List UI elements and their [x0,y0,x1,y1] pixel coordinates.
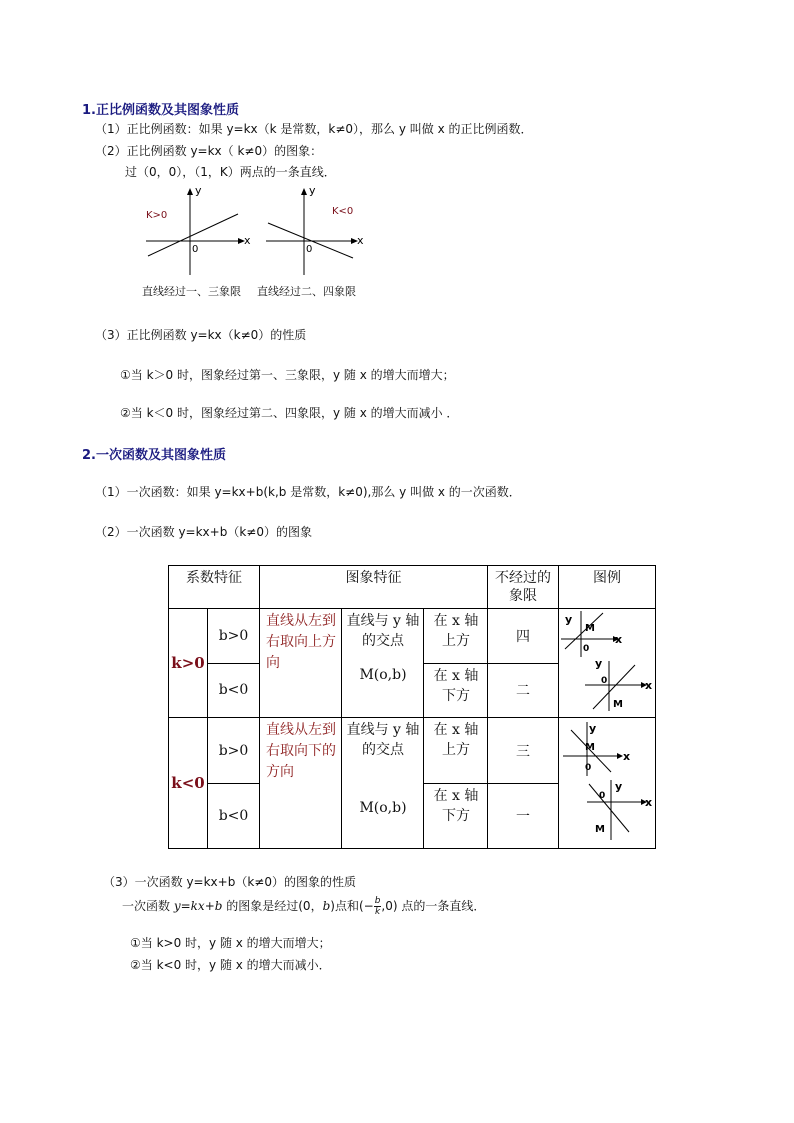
axis-x-label: x [357,234,364,247]
k-positive-cell: k>0 [169,609,208,718]
intersection-cell [342,609,424,718]
legend-y: y [565,613,573,626]
intersection-text: 直线与 y 轴的交点 [346,722,420,758]
fraction-denominator: k [374,907,381,917]
line-desc-mid2: )点和(− [330,899,374,913]
b-positive-cell: b>0 [208,718,260,784]
header-coefficient: 系数特征 [169,566,260,609]
section1-heading: 1.正比例函数及其图象性质 [82,103,239,118]
b-positive-cell: b>0 [208,609,260,664]
legend-m: M [613,699,623,710]
k-negative-label: K<0 [332,206,354,217]
legend-o: 0 [599,791,606,801]
b-negative-cell: b<0 [208,663,260,718]
legend-m: M [595,824,605,835]
quadrant-three: 三 [488,718,559,784]
point-text: M(o,b) [359,667,407,683]
legend-x: x [645,796,653,809]
legend-x: x [645,679,653,692]
line-desc-formula: y=kx+b [173,899,223,913]
legend-y: y [589,722,597,735]
legend-m: M [585,623,595,634]
legend-o: 0 [601,676,608,686]
quadrant-one: 一 [488,784,559,849]
axis-y-label: y [309,184,316,197]
legend-cell-positive [559,609,656,718]
direction-up-cell: 直线从左到右取向上方向 [260,609,342,718]
section1-graph-title: （2）正比例函数 y=kx（ k≠0）的图象： [95,144,323,158]
origin-label: 0 [192,244,199,255]
k-positive-label: K>0 [146,210,168,221]
direction-down-cell: 直线从左到右取向下的方向 [260,718,342,849]
header-excluded-quadrant: 不经过的象限 [488,566,559,609]
header-legend: 图例 [559,566,656,609]
above-x-axis-cell: 在 x 轴上方 [424,718,488,784]
section2-line-description [122,896,485,917]
axis-y-label: y [195,184,202,197]
k-negative-cell: k<0 [169,718,208,849]
axis-x-label: x [244,234,251,247]
legend-o: 0 [583,644,590,654]
section2-definition: （1）一次函数：如果 y=kx+b(k,b 是常数，k≠0),那么 y 叫做 x 的一次函数． [95,485,521,499]
section1-property-title: （3）正比例函数 y=kx（k≠0）的性质 [95,328,307,342]
legend-cell-negative [559,718,656,849]
b-negative-cell: b<0 [208,784,260,849]
line-desc-pre: 一次函数 [122,899,174,913]
intersection-text: 直线与 y 轴的交点 [346,613,420,649]
quadrant-two: 二 [488,663,559,718]
section1-graph-desc: 过（0，0），（1，K）两点的一条直线． [125,165,336,179]
line-desc-b: b [322,899,331,913]
below-x-axis-cell: 在 x 轴下方 [424,663,488,718]
intersection-cell [342,718,424,849]
graph-caption-negative: 直线经过二、四象限 [257,285,356,298]
above-x-axis-cell: 在 x 轴上方 [424,609,488,664]
proportional-graph-negative [258,180,378,290]
legend-o: 0 [585,763,592,773]
section2-property-2: ②当 k<0 时，y 随 x 的增大而减小． [130,958,331,972]
legend-x: x [615,633,623,646]
line-desc-post: ,0) 点的一条直线． [381,899,486,913]
legend-y: y [615,780,623,793]
line-desc-mid: 的图象是经过(0， [222,899,323,913]
legend-y: y [595,657,603,670]
section1-definition: （1）正比例函数：如果 y=kx（k 是常数，k≠0），那么 y 叫做 x 的正比例函数． [95,122,533,136]
proportional-graph-positive [138,180,258,290]
fraction-numerator: b [374,896,381,906]
linear-function-table [168,565,656,849]
section2-heading: 2.一次函数及其图象性质 [82,448,226,463]
section1-property-2: ②当 k＜0 时，图象经过第二、四象限，y 随 x 的增大而减小 ． [120,406,459,420]
section2-property-title: （3）一次函数 y=kx+b（k≠0）的图象的性质 [103,875,356,889]
legend-graph-negative [559,718,655,844]
graph-caption-positive: 直线经过一、三象限 [142,285,241,298]
legend-x: x [623,750,631,763]
point-text: M(o,b) [359,800,407,816]
section1-property-1: ①当 k＞0 时，图象经过第一、三象限，y 随 x 的增大而增大； [120,368,455,382]
section2-graph-title: （2）一次函数 y=kx+b（k≠0）的图象 [95,525,312,539]
quadrant-four: 四 [488,609,559,664]
section2-property-1: ①当 k>0 时，y 随 x 的增大而增大； [130,936,331,950]
origin-label: 0 [306,244,313,255]
below-x-axis-cell: 在 x 轴下方 [424,784,488,849]
legend-graph-positive [559,609,655,713]
legend-m: M [585,742,595,753]
header-graph-feature: 图象特征 [260,566,488,609]
